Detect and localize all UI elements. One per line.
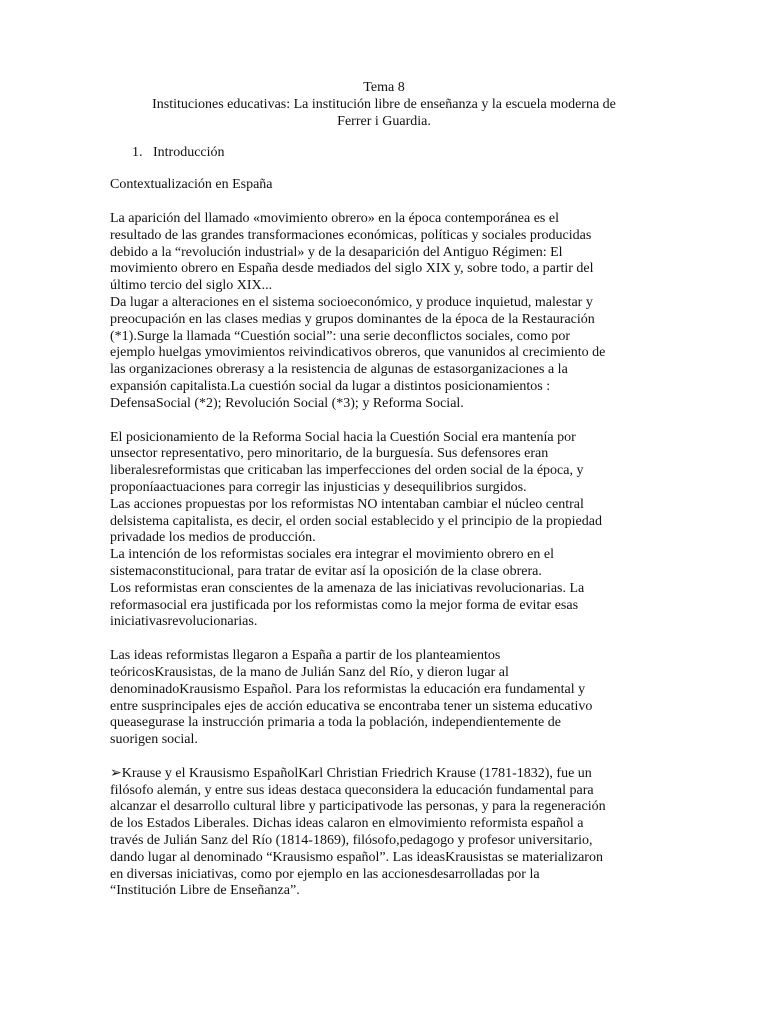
paragraph-line: DefensaSocial (*2); Revolución Social (*3); y Reforma Social.	[110, 395, 464, 411]
paragraph-line: Las acciones propuestas por los reformistas NO intentaban cambiar el núcleo central	[110, 496, 584, 512]
paragraph-line: dando lugar al denominado “Krausismo español”. Las ideasKrausistas se materializaron	[110, 849, 603, 865]
paragraph	[110, 766, 658, 900]
paragraph-line: iniciativasrevolucionarias.	[110, 614, 258, 630]
paragraph-line: privadade los medios de producción.	[110, 530, 316, 546]
paragraph-line: liberalesreformistas que criticaban las imperfecciones del orden social de la época, y	[110, 463, 584, 479]
paragraph-line: (*1).Surge la llamada “Cuestión social”: una serie deconflictos sociales, como por	[110, 328, 571, 344]
paragraph	[110, 430, 658, 632]
title-line-1: Instituciones educativas: La institución libre de enseñanza y la escuela moderna de	[152, 96, 616, 112]
subheading: Contextualización en España	[110, 177, 273, 193]
paragraph-line: expansión capitalista.La cuestión social da lugar a distintos posicionamientos :	[110, 378, 551, 394]
paragraph-line: de los Estados Liberales. Dichas ideas calaron en elmovimiento reformista español a	[110, 816, 584, 832]
paragraph-line: La aparición del llamado «movimiento obrero» en la época contemporánea es el	[110, 210, 559, 226]
paragraph-line: resultado de las grandes transformaciones económicas, políticas y sociales producidas	[110, 227, 592, 243]
paragraph-line: teóricosKrausistas, de la mano de Julián Sanz del Río, y dieron lugar al	[110, 664, 509, 680]
document-page	[110, 80, 658, 900]
paragraph-line: delsistema capitalista, es decir, el orden social establecido y el principio de la propiedad	[110, 513, 602, 529]
paragraph-line: alcanzar el desarrollo cultural libre y participativode las personas, y para la regeneración	[110, 799, 606, 815]
paragraph-line: La intención de los reformistas sociales era integrar el movimiento obrero en el	[110, 547, 554, 563]
paragraph-line: último tercio del siglo XIX...	[110, 278, 273, 294]
paragraph-line: preocupación en las clases medias y grupos dominantes de la época de la Restauración	[110, 311, 595, 327]
document-title	[110, 80, 658, 130]
paragraph-line: reformasocial era justificada por los reformistas como la mejor forma de evitar esas	[110, 597, 579, 613]
paragraph-line: Los reformistas eran conscientes de la amenaza de las iniciativas revolucionarias. La	[110, 580, 585, 596]
section-number: 1.	[132, 145, 143, 161]
paragraph-line: suorigen social.	[110, 732, 198, 748]
paragraph-line: proponíaactuaciones para corregir las injusticias y desequilibrios surgidos.	[110, 479, 527, 495]
title-line-2: Ferrer i Guardia.	[337, 113, 431, 129]
section-label: Introducción	[153, 145, 225, 161]
paragraph-line: ejemplo huelgas ymovimientos reivindicativos obreros, que vanunidos al crecimiento de	[110, 345, 606, 361]
body-paragraphs	[110, 211, 658, 900]
paragraph	[110, 211, 658, 413]
paragraph-line: entre susprincipales ejes de acción educativa se encontraba tener un sistema educativo	[110, 698, 593, 714]
section-heading	[110, 145, 658, 162]
paragraph-line: unsector representativo, pero minoritario, de la burguesía. Sus defensores eran	[110, 446, 549, 462]
paragraph	[110, 648, 658, 749]
paragraph-line: queasegurase la instrucción primaria a toda la población, independientemente de	[110, 715, 561, 731]
paragraph-line: través de Julián Sanz del Río (1814-1869), filósofo,pedagogo y profesor universitario,	[110, 833, 593, 849]
paragraph-line: en diversas iniciativas, como por ejemplo en las accionesdesarrolladas por la	[110, 866, 540, 882]
paragraph-line: “Institución Libre de Enseñanza”.	[110, 883, 300, 899]
paragraph-line: ➢Krause y el Krausismo EspañolKarl Christian Friedrich Krause (1781-1832), fue un	[110, 765, 592, 781]
paragraph-line: filósofo alemán, y entre sus ideas destaca queconsidera la educación fundamental para	[110, 782, 594, 798]
topic-number: Tema 8	[363, 80, 405, 95]
paragraph-line: Las ideas reformistas llegaron a España a partir de los planteamientos	[110, 648, 501, 664]
paragraph-line: las organizaciones obrerasy a la resistencia de algunas de estasorganizaciones a la	[110, 362, 568, 378]
paragraph-line: movimiento obrero en España desde mediados del siglo XIX y, sobre todo, a partir del	[110, 261, 594, 277]
paragraph-line: Da lugar a alteraciones en el sistema socioeconómico, y produce inquietud, malestar y	[110, 294, 593, 310]
paragraph-line: sistemaconstitucional, para tratar de evitar así la oposición de la clase obrera.	[110, 563, 542, 579]
paragraph-line: El posicionamiento de la Reforma Social hacia la Cuestión Social era mantenía por	[110, 429, 576, 445]
paragraph-line: denominadoKrausismo Español. Para los reformistas la educación era fundamental y	[110, 681, 586, 697]
paragraph-line: debido a la “revolución industrial» y de la desaparición del Antiguo Régimen: El	[110, 244, 563, 260]
